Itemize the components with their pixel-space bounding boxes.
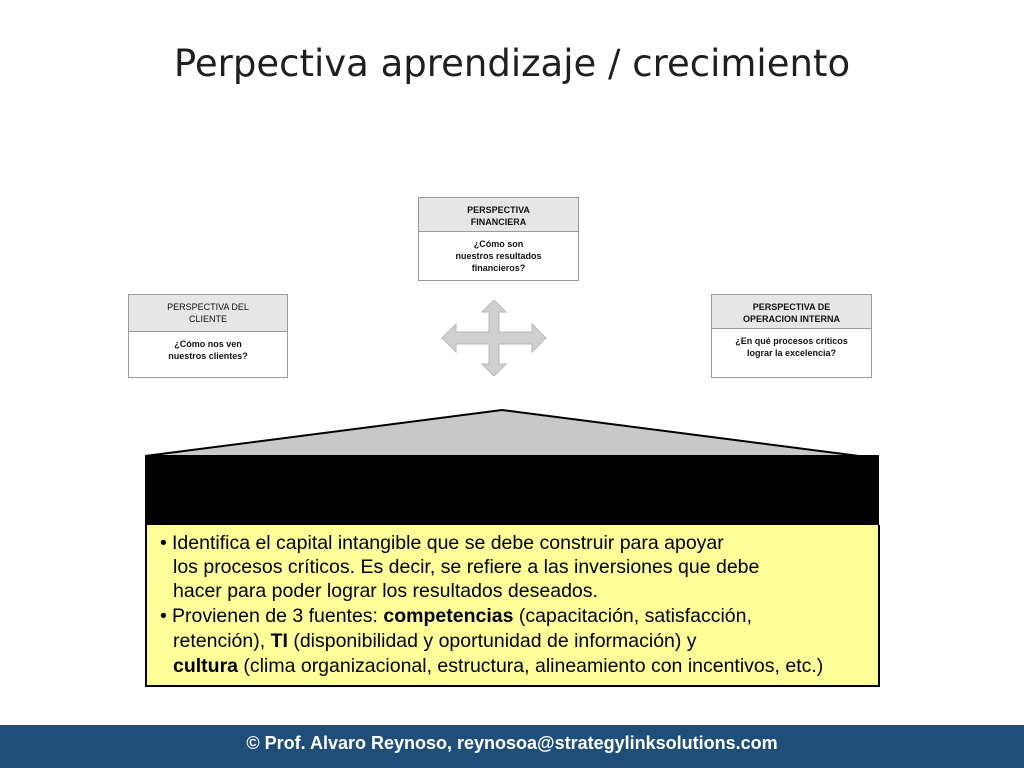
perspectiva-financiera-box	[418, 197, 579, 281]
header-line: OPERACION INTERNA	[742, 314, 840, 324]
text: (clima organizacional, estructura, alineamiento con incentivos, etc.)	[238, 655, 824, 677]
four-way-arrows-icon	[440, 300, 548, 376]
question-line: nuestros resultados	[455, 251, 542, 261]
header-line: PERSPECTIVA DEL	[167, 302, 249, 312]
bullet-dot: •	[160, 605, 167, 627]
roof-shape	[145, 408, 880, 458]
bullet-2-line-1	[160, 604, 752, 628]
bullet-1-line-1	[160, 531, 724, 555]
text: (disponibilidad y oportunidad de información) y	[287, 630, 697, 652]
text: hacer para poder lograr los resultados deseados.	[173, 580, 598, 602]
four-way-arrows-shape	[442, 300, 546, 376]
perspectiva-financiera-question	[419, 232, 578, 274]
perspectiva-cliente-header	[129, 295, 287, 332]
text: Provienen de 3 fuentes:	[172, 605, 384, 627]
question-line: nuestros clientes?	[168, 351, 248, 361]
perspectiva-operacion-question	[712, 329, 871, 359]
text: (capacitación, satisfacción,	[513, 605, 752, 627]
text: Identifica el capital intangible que se debe construir para apoyar	[172, 532, 724, 554]
perspectiva-operacion-header	[712, 295, 871, 329]
text: retención),	[173, 630, 271, 652]
question-line: lograr la excelencia?	[746, 348, 837, 358]
ti-keyword: TI	[270, 630, 288, 652]
header-line: CLIENTE	[188, 314, 227, 324]
header-line: PERSPECTIVA	[467, 205, 530, 215]
bullet-2-line-3	[160, 654, 823, 678]
question-line: financieros?	[471, 263, 526, 273]
footer-credit: © Prof. Alvaro Reynoso, reynosoa@strategylinksolutions.com	[246, 733, 778, 753]
bullet-1-line-3	[160, 579, 598, 603]
perspectiva-operacion-box	[711, 294, 872, 378]
roof-triangle	[145, 410, 859, 456]
question-line: ¿Cómo son	[473, 239, 524, 249]
bullet-2-line-2	[160, 629, 697, 653]
header-line: FINANCIERA	[470, 217, 527, 227]
header-line: PERSPECTIVA DE	[752, 302, 831, 312]
text: los procesos críticos. Es decir, se refiere a las inversiones que debe	[173, 556, 760, 578]
question-line: ¿En qué procesos críticos	[735, 336, 848, 346]
bullet-1-line-2	[160, 555, 759, 579]
perspectiva-cliente-box	[128, 294, 288, 378]
perspectiva-financiera-header	[419, 198, 578, 232]
cultura-keyword: cultura	[173, 655, 239, 677]
page-title: Perpectiva aprendizaje / crecimiento	[173, 42, 851, 85]
bullet-dot: •	[160, 532, 167, 554]
perspectiva-cliente-question	[129, 332, 287, 362]
question-line: ¿Cómo nos ven	[174, 339, 242, 349]
black-band	[145, 455, 879, 525]
competencias-keyword: competencias	[383, 605, 514, 627]
